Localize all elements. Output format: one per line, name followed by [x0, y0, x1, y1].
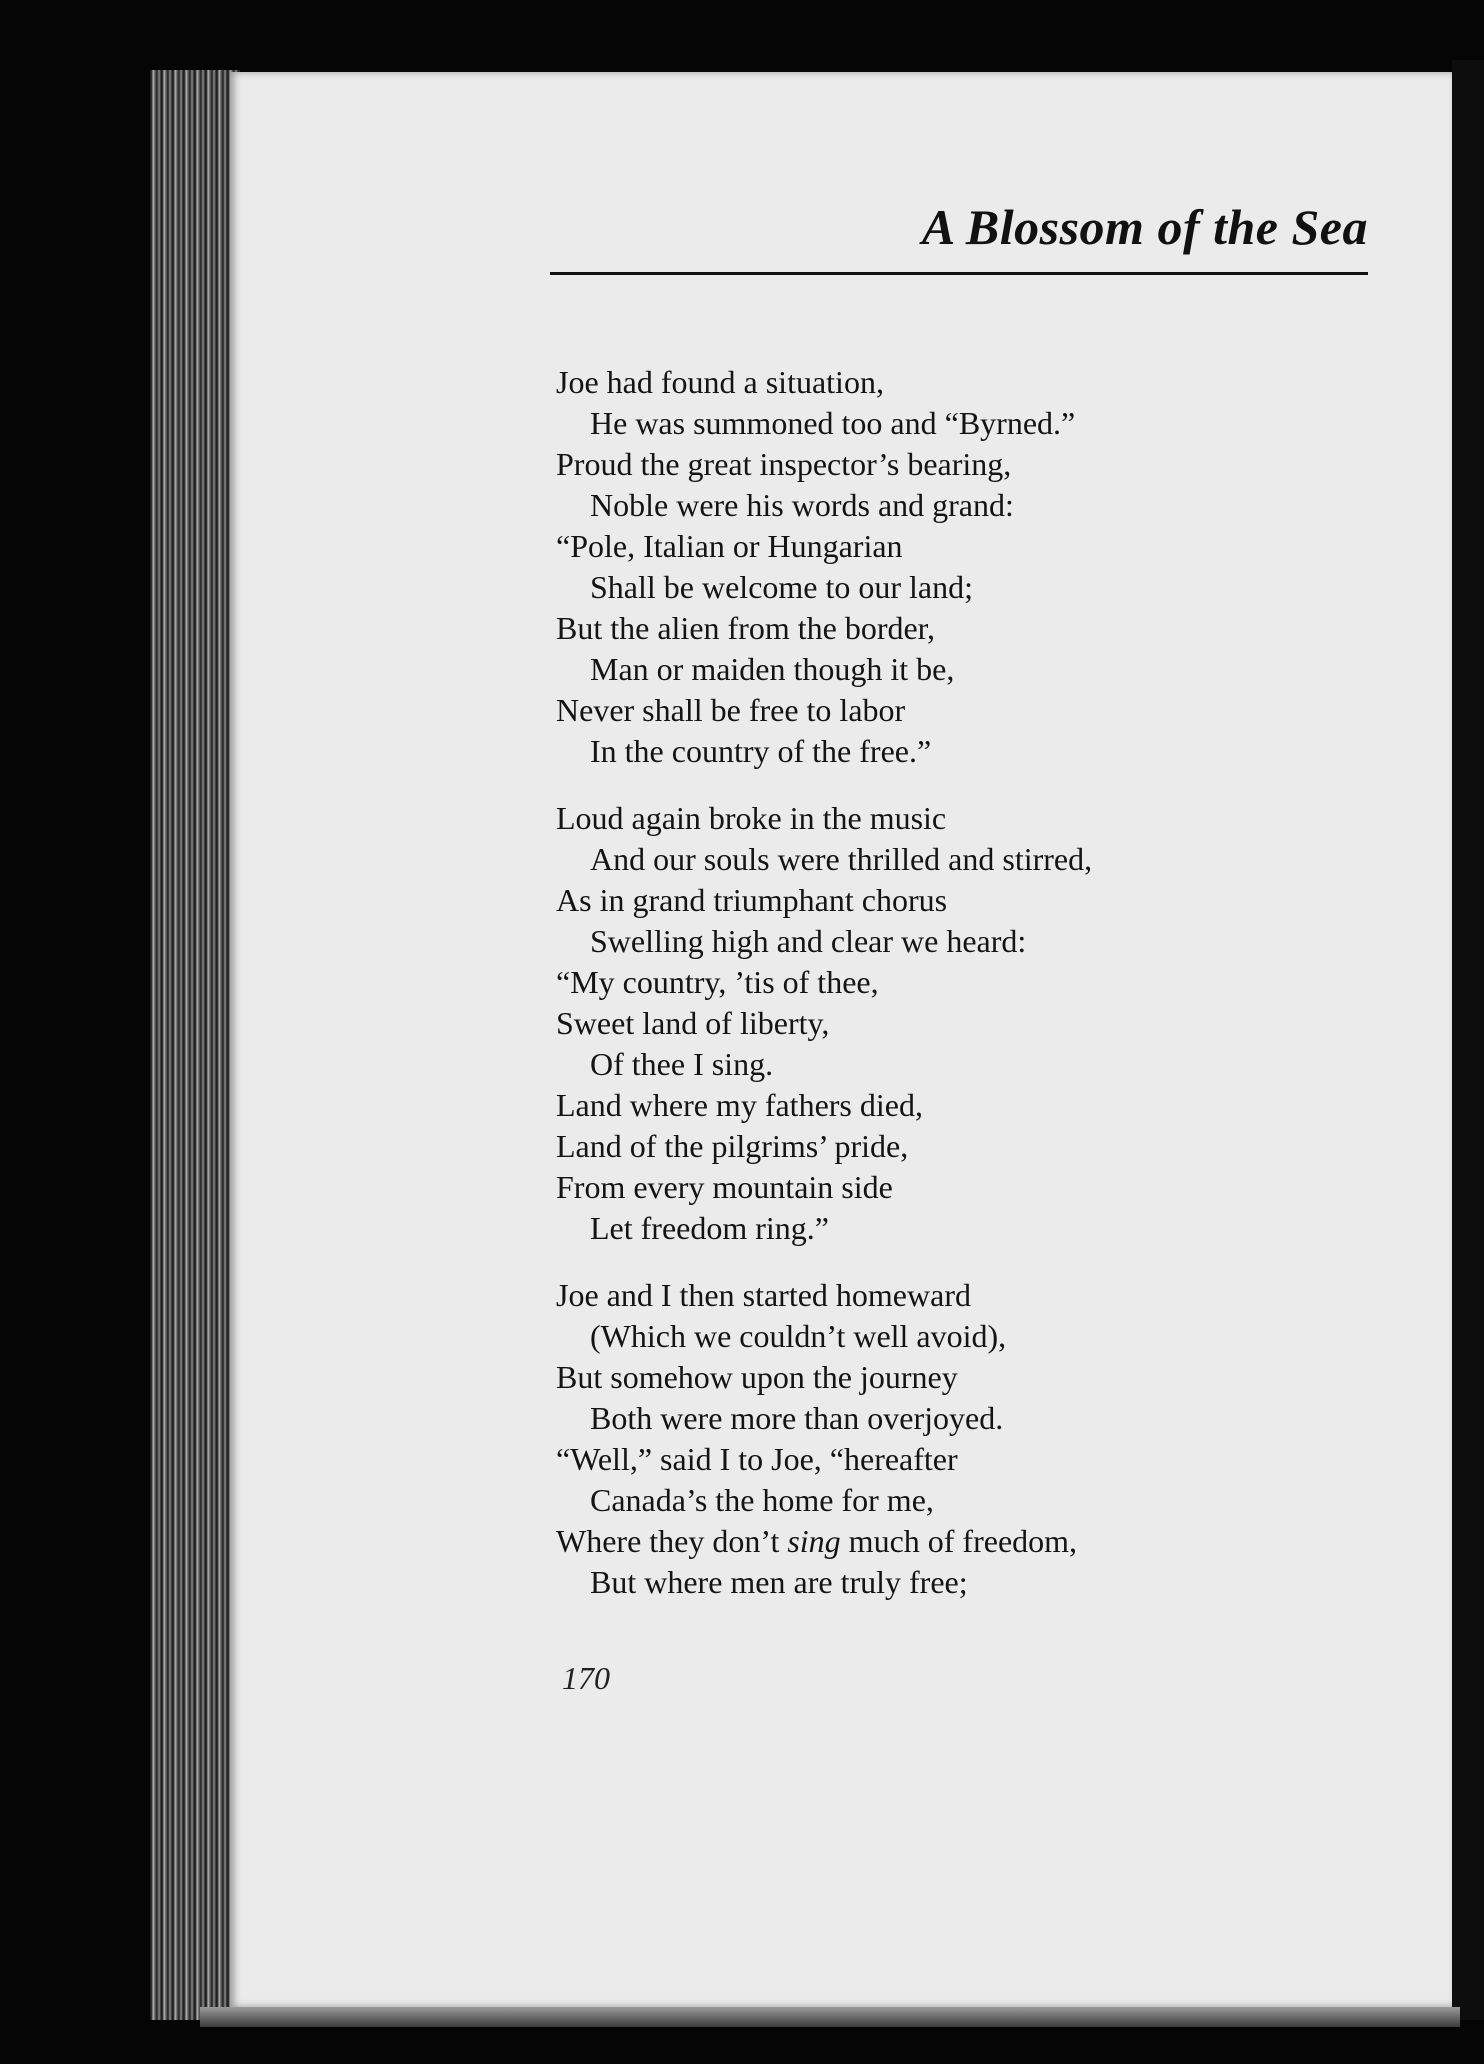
poem-line: Never shall be free to labor	[556, 692, 906, 728]
poem-line: He was summoned too and “Byrned.”	[590, 405, 1076, 441]
book-bottom-edge	[200, 2007, 1460, 2027]
scan-right-border	[1452, 60, 1484, 2020]
poem-line: And our souls were thrilled and stirred,	[590, 841, 1093, 877]
header-rule	[550, 272, 1368, 275]
page-number: 170	[562, 1660, 610, 1696]
poem-line: In the country of the free.”	[590, 733, 932, 769]
poem-line: Let freedom ring.”	[590, 1210, 829, 1246]
poem-line: From every mountain side	[556, 1169, 893, 1205]
poem-line: Sweet land of liberty,	[556, 1005, 830, 1041]
poem-line: Land where my fathers died,	[556, 1087, 923, 1123]
poem-line: “Well,” said I to Joe, “hereafter	[556, 1441, 958, 1477]
poem-line: As in grand triumphant chorus	[556, 882, 948, 918]
poem-line: “Pole, Italian or Hungarian	[556, 528, 903, 564]
stanza	[556, 362, 1416, 772]
running-head: A Blossom of the Sea	[921, 199, 1368, 255]
poem-line: Shall be welcome to our land;	[590, 569, 974, 605]
poem-line: Where they don’t sing much of freedom,	[556, 1523, 1078, 1559]
poem-line: Joe had found a situation,	[556, 364, 884, 400]
poem-line: But somehow upon the journey	[556, 1359, 958, 1395]
poem-line: “My country, ’tis of thee,	[556, 964, 879, 1000]
poem-line: Joe and I then started homeward	[556, 1277, 971, 1313]
poem-line: Loud again broke in the music	[556, 800, 947, 836]
poem-line: Man or maiden though it be,	[590, 651, 955, 687]
poem-line: (Which we couldn’t well avoid),	[590, 1318, 1007, 1354]
book-page-edges	[150, 70, 240, 2020]
stanza	[556, 798, 1416, 1249]
poem-line: But the alien from the border,	[556, 610, 936, 646]
poem-line: But where men are truly free;	[590, 1564, 968, 1600]
poem-line: Both were more than overjoyed.	[590, 1400, 1004, 1436]
poem-line: Noble were his words and grand:	[590, 487, 1014, 523]
poem-line: Proud the great inspector’s bearing,	[556, 446, 1012, 482]
poem-line: Swelling high and clear we heard:	[590, 923, 1027, 959]
poem-line: Canada’s the home for me,	[590, 1482, 934, 1518]
stanza	[556, 1275, 1416, 1603]
poem-line: Of thee I sing.	[590, 1046, 774, 1082]
poem-body	[556, 362, 1416, 1629]
poem-line: Land of the pilgrims’ pride,	[556, 1128, 909, 1164]
